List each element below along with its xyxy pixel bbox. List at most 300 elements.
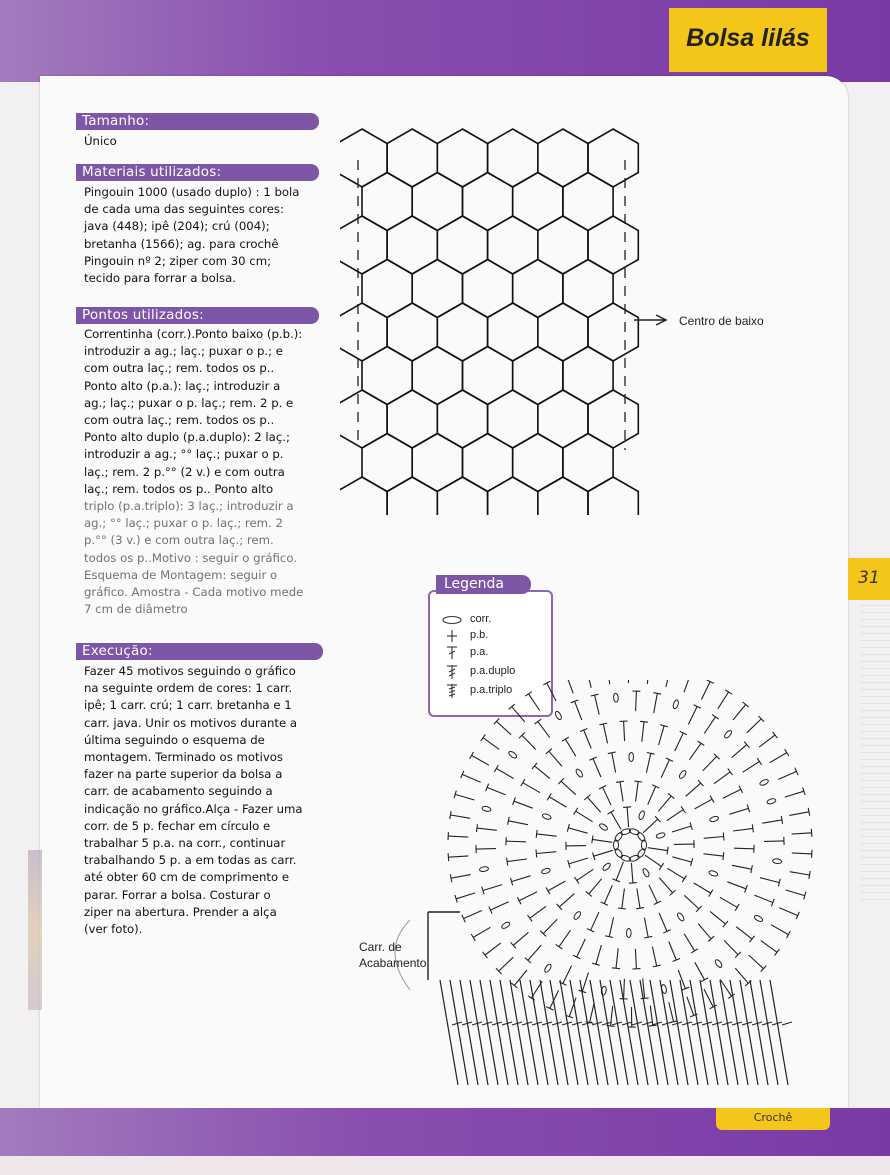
- stitch-top: [546, 887, 550, 894]
- hexagon-motif: [463, 173, 513, 231]
- stitch-mark: [616, 862, 623, 881]
- chain-stitch: [554, 710, 562, 720]
- finishing-stitch: [600, 980, 618, 1085]
- stitch-mark: [637, 889, 640, 909]
- chain-stitch: [614, 831, 624, 842]
- hexagon-motif: [437, 216, 487, 274]
- stitch-mark: [759, 735, 775, 747]
- stitch-mark: [636, 691, 637, 711]
- hexagon-motif: [588, 216, 638, 274]
- stitch-top: [528, 915, 533, 922]
- stitch-top: [750, 936, 755, 942]
- hexagon-motif: [340, 303, 387, 361]
- stitch-mark: [703, 756, 717, 770]
- chain-stitch: [542, 813, 552, 820]
- hexagon-motif: [488, 477, 538, 515]
- stitch-mark: [684, 934, 694, 951]
- title-box: [669, 8, 827, 72]
- stitch-mark: [604, 885, 612, 903]
- finishing-label-line2: Acabamento: [359, 956, 427, 970]
- section-header-pontos: [76, 307, 319, 324]
- stitch-mark: [732, 865, 752, 869]
- hexagon-motif: [437, 390, 487, 448]
- stitch-top: [723, 852, 724, 860]
- stitch-mark: [736, 927, 752, 939]
- stitch-mark: [535, 766, 550, 779]
- stitch-mark: [764, 841, 784, 842]
- stitch-mark: [649, 885, 658, 903]
- finishing-stitch: [700, 980, 718, 1085]
- stitch-mark: [698, 924, 711, 939]
- stitch-mark: [559, 930, 571, 946]
- text-line: Fazer 45 motivos seguindo o gráfico: [84, 664, 296, 678]
- page-number: 31: [858, 568, 880, 588]
- hexagon-motif: [488, 216, 538, 274]
- finishing-stitch: [460, 980, 478, 1085]
- hexagon-motif: [362, 173, 412, 231]
- stitch-top: [546, 1007, 553, 1011]
- stitch-top: [787, 931, 791, 938]
- finishing-stitch: [500, 980, 518, 1085]
- stitch-top: [644, 936, 652, 938]
- text-line: carr. de acabamento seguindo a: [84, 784, 273, 799]
- finishing-stitch: [670, 980, 688, 1085]
- stitch-top: [471, 934, 475, 941]
- hexagon-motif: [538, 216, 588, 274]
- chain-stitch: [598, 823, 608, 832]
- chain-stitch: [626, 928, 631, 937]
- finishing-stitch: [650, 980, 668, 1085]
- text-line: Ponto alto duplo (p.a.duplo): 2 laç.;: [84, 430, 290, 445]
- page-number-tab: [848, 558, 890, 600]
- stitch-mark: [496, 769, 513, 779]
- stitch-mark: [648, 786, 656, 804]
- stitch-mark: [624, 721, 625, 741]
- stitch-mark: [661, 760, 669, 778]
- stitch-top: [735, 904, 739, 911]
- stitch-top: [811, 829, 812, 837]
- text-line: trabalhar 5 p.a. na corr., continuar: [84, 836, 286, 851]
- stitch-mark: [568, 828, 587, 833]
- text-line: com outra laç.; rem. todos os p..: [84, 413, 275, 428]
- chain-stitch: [766, 798, 776, 805]
- stitch-mark: [616, 948, 618, 968]
- stitch-mark: [762, 820, 782, 823]
- stitch-top: [448, 853, 449, 861]
- stitch-mark: [451, 875, 471, 879]
- stitch-mark: [622, 889, 625, 909]
- body-tamanho: [84, 133, 324, 150]
- assembly-hexagon-grid: [340, 120, 640, 515]
- stitch-mark: [695, 962, 705, 980]
- body-materiais: [84, 184, 324, 287]
- stitch-top: [709, 890, 713, 897]
- stitch-mark: [472, 755, 489, 765]
- chain-stitch: [629, 752, 634, 761]
- stitch-mark: [724, 940, 738, 954]
- stitch-top: [775, 949, 780, 956]
- stitch-top: [701, 978, 708, 982]
- finishing-stitch: [640, 980, 658, 1085]
- stitch-mark: [686, 783, 701, 796]
- stitch-mark: [514, 801, 533, 808]
- chain-stitch: [723, 729, 732, 739]
- stitch-top: [773, 732, 778, 738]
- stitch-mark: [747, 719, 761, 733]
- hexagon-motif: [340, 129, 387, 187]
- stitch-mark: [559, 894, 574, 907]
- finishing-stitch: [740, 980, 758, 1085]
- stitch-top: [608, 810, 615, 814]
- stitch-mark: [710, 911, 725, 924]
- stitch-mark: [675, 733, 684, 751]
- heading-materiais: Materiais utilizados:: [82, 164, 222, 180]
- stitch-mark: [512, 707, 525, 722]
- double-crochet-icon: [440, 646, 466, 660]
- stitch-top: [640, 721, 648, 722]
- finishing-stitch: [550, 980, 568, 1085]
- stitch-mark: [536, 852, 556, 854]
- stitch-top: [494, 765, 498, 772]
- text-line: bretanha (1566); ag. para crochê: [84, 236, 279, 251]
- page-title: Bolsa lilás: [686, 24, 810, 52]
- finishing-stitch: [450, 980, 468, 1085]
- chain-stitch: [678, 770, 687, 780]
- stitch-mark: [611, 812, 621, 829]
- stitch-top: [757, 758, 761, 765]
- stitch-top: [629, 883, 637, 884]
- stitch-mark: [704, 854, 724, 856]
- stitch-mark: [669, 1002, 674, 1021]
- stitch-top: [636, 908, 644, 909]
- arrow-icon: [632, 312, 672, 328]
- hexagon-motif: [463, 347, 513, 405]
- stitch-top: [682, 875, 686, 882]
- plus-icon: [440, 629, 466, 643]
- hexagon-motif: [588, 303, 638, 361]
- stitch-mark: [507, 859, 527, 862]
- hexagon-motif: [538, 303, 588, 361]
- text-line: última seguindo o esquema de: [84, 732, 265, 747]
- stitch-top: [535, 719, 542, 724]
- section-header-execucao: [76, 643, 323, 660]
- stitch-mark: [684, 895, 699, 909]
- text-line: java (448); ipê (204); crú (004);: [84, 219, 270, 234]
- stitch-top: [517, 897, 521, 904]
- legend-item-pb: p.b.: [470, 629, 489, 641]
- hexagon-motif: [588, 129, 638, 187]
- chain-stitch: [638, 810, 646, 820]
- chain-stitch: [636, 831, 646, 842]
- stitch-top: [681, 806, 685, 813]
- hexagon-motif: [563, 260, 613, 318]
- stitch-mark: [497, 721, 512, 735]
- stitch-mark: [523, 783, 540, 793]
- hexagon-motif: [513, 173, 563, 231]
- finishing-stitch: [690, 980, 708, 1085]
- stitch-mark: [483, 738, 499, 750]
- stitch-top: [698, 741, 705, 746]
- finishing-stitch: [610, 980, 628, 1085]
- stitch-top: [618, 908, 626, 909]
- stitch-top: [536, 850, 537, 858]
- stitch-mark: [487, 788, 506, 795]
- chain-stitch: [482, 806, 492, 813]
- stitch-top: [562, 737, 569, 741]
- stitch-top: [641, 998, 649, 999]
- finishing-stitch: [580, 980, 598, 1085]
- chain-stitch: [672, 699, 679, 709]
- finishing-stitch: [680, 980, 698, 1085]
- stitch-mark: [785, 791, 804, 797]
- finishing-stitch: [630, 980, 648, 1085]
- hexagon-motif: [488, 390, 538, 448]
- stitch-mark: [473, 927, 490, 937]
- finishing-stitch: [730, 980, 748, 1085]
- body-pontos: [84, 326, 324, 618]
- stitch-mark: [733, 705, 746, 721]
- hexagon-motif: [362, 434, 412, 492]
- hexagon-motif: [488, 303, 538, 361]
- stitch-top: [477, 824, 478, 832]
- text-line: carr. java. Unir os motivos durante a: [84, 715, 298, 730]
- legend-header: [436, 575, 531, 594]
- stitch-top: [808, 808, 810, 816]
- stitch-mark: [576, 811, 593, 822]
- hexagon-motif: [538, 129, 588, 187]
- text-line: de cada uma das seguintes cores:: [84, 202, 284, 217]
- stitch-mark: [695, 799, 713, 809]
- text-line: todos os p..Motivo : seguir o gráfico.: [84, 550, 297, 565]
- stitch-mark: [476, 849, 496, 850]
- stitch-top: [809, 871, 810, 879]
- finishing-stitch: [770, 980, 788, 1085]
- finishing-stitch: [440, 980, 458, 1085]
- stitch-top: [525, 692, 532, 697]
- stitch-mark: [499, 957, 513, 971]
- stitch-mark: [512, 876, 531, 882]
- stitch-mark: [669, 942, 677, 961]
- stitch-mark: [667, 868, 684, 879]
- stitch-mark: [455, 794, 474, 800]
- stitch-mark: [565, 739, 575, 756]
- hexagon-motif: [538, 390, 588, 448]
- motif-crochet-chart: [380, 680, 840, 1100]
- stitch-top: [521, 779, 525, 786]
- stitch-top: [728, 994, 735, 999]
- stitch-mark: [549, 797, 566, 807]
- stitch-mark: [789, 812, 809, 816]
- hexagon-motif: [340, 216, 387, 274]
- text-line: Pingouin nº 2; ziper com 30 cm;: [84, 253, 272, 268]
- text-line: Ponto alto (p.a.): laç.; introduzir a: [84, 378, 281, 393]
- stitch-mark: [642, 722, 644, 742]
- body-execucao: [84, 663, 324, 938]
- treble-crochet-icon: [440, 665, 466, 679]
- stitch-top: [694, 705, 701, 709]
- stitch-mark: [754, 895, 773, 902]
- hexagon-motif: [362, 260, 412, 318]
- stitch-mark: [631, 863, 633, 883]
- text-line: ipê; 1 carr. crú; 1 carr. bretanha e 1: [84, 698, 292, 713]
- stitch-mark: [645, 855, 662, 866]
- stitch-mark: [627, 807, 629, 827]
- stitch-mark: [595, 695, 600, 715]
- stitch-top: [782, 1022, 792, 1025]
- heading-execucao: Execução:: [82, 643, 153, 659]
- chain-stitch: [613, 693, 618, 702]
- finishing-stitch: [710, 980, 728, 1085]
- stitch-mark: [577, 939, 586, 957]
- stitch-mark: [594, 850, 613, 856]
- stitch-mark: [513, 932, 528, 945]
- stitch-top: [752, 824, 753, 832]
- stitch-mark: [538, 722, 550, 738]
- stitch-mark: [659, 726, 665, 745]
- hexagon-motif: [463, 434, 513, 492]
- stitch-top: [450, 811, 451, 819]
- legend-item-corr: corr.: [470, 613, 492, 625]
- stitch-mark: [529, 694, 540, 711]
- stitch-mark: [727, 882, 746, 889]
- hexagon-motif: [488, 129, 538, 187]
- hexagon-motif: [412, 260, 462, 318]
- stitch-mark: [644, 918, 648, 938]
- finishing-stitch: [570, 980, 588, 1085]
- hexagon-motif: [588, 390, 638, 448]
- stitch-mark: [575, 701, 582, 720]
- stitch-top: [574, 808, 578, 815]
- text-line: Correntinha (corr.).Ponto baixo (p.b.):: [84, 327, 303, 341]
- chain-stitch: [508, 750, 518, 759]
- text-line: montagem. Terminado os motivos: [84, 750, 284, 765]
- hexagon-motif: [340, 477, 387, 515]
- stitch-top: [616, 781, 624, 782]
- stitch-mark: [659, 913, 667, 931]
- text-line: tecido para forrar a bolsa.: [84, 271, 237, 286]
- stitch-mark: [596, 945, 602, 964]
- stitch-top: [634, 781, 642, 782]
- stitch-mark: [760, 878, 779, 883]
- stitch-mark: [464, 911, 482, 919]
- hexagon-motif: [412, 434, 462, 492]
- stitch-mark: [770, 753, 787, 763]
- chain-stitch: [575, 768, 584, 778]
- side-lines: [860, 605, 890, 905]
- stitch-mark: [672, 826, 691, 832]
- text-line: trabalhando 5 p. a em todas as carr.: [84, 853, 297, 868]
- section-header-materiais: [76, 164, 319, 181]
- stitch-mark: [607, 680, 610, 684]
- chain-stitch: [772, 858, 781, 864]
- footer-box: [716, 1108, 830, 1130]
- text-line: ziper na abertura. Prender a alça: [84, 904, 277, 919]
- stitch-mark: [734, 848, 754, 849]
- chain-stitch: [636, 848, 646, 859]
- stitch-top: [556, 944, 563, 949]
- stitch-top: [667, 847, 668, 855]
- legend-title: Legenda: [444, 576, 505, 592]
- hexagon-motif: [387, 477, 437, 515]
- stitch-top: [710, 796, 714, 803]
- text-line: até obter 60 cm de comprimento e: [84, 870, 290, 885]
- stitch-mark: [658, 796, 671, 811]
- stitch-mark: [735, 968, 748, 983]
- stitch-mark: [609, 917, 613, 937]
- hexagon-motif: [563, 434, 613, 492]
- hexagon-motif: [340, 390, 387, 448]
- stitch-mark: [593, 759, 601, 777]
- text-line: triplo (p.a.triplo): 3 laç.; introduzir a: [84, 499, 294, 514]
- stitch-mark: [549, 751, 562, 766]
- stitch-top: [507, 858, 508, 866]
- chain-stitch: [714, 959, 723, 969]
- stitch-mark: [477, 828, 497, 830]
- stitch-mark: [543, 919, 557, 933]
- finishing-stitch: [530, 980, 548, 1085]
- stitch-top: [481, 734, 486, 741]
- chain-stitch: [479, 866, 489, 872]
- stitch-mark: [519, 892, 537, 901]
- hexagon-motif: [588, 477, 638, 515]
- stitch-mark: [688, 706, 697, 724]
- finishing-stitch: [490, 980, 508, 1085]
- stitch-mark: [508, 821, 528, 825]
- text-line: (ver foto).: [84, 922, 143, 937]
- finishing-stitch: [520, 980, 538, 1085]
- stitch-mark: [603, 724, 607, 744]
- text-line: p.°° (3 v.) e com outra laç.; rem.: [84, 533, 274, 548]
- stitch-mark: [718, 692, 729, 709]
- stitch-mark: [589, 879, 602, 894]
- stitch-mark: [548, 881, 566, 891]
- stitch-mark: [761, 941, 777, 953]
- stitch-mark: [694, 883, 711, 893]
- chain-stitch: [759, 778, 769, 786]
- chain-stitch: [642, 868, 650, 878]
- stitch-top: [470, 752, 474, 759]
- stitch-mark: [701, 682, 710, 700]
- finishing-stitch: [540, 980, 558, 1085]
- hexagon-motif: [563, 347, 613, 405]
- stitch-top: [612, 968, 620, 969]
- chain-stitch: [543, 963, 552, 973]
- chain-stitch: [541, 867, 551, 874]
- chain-stitch: [602, 862, 612, 871]
- stitch-mark: [577, 869, 594, 880]
- text-line: introduzir a ag.; laç.; puxar o p.; e: [84, 344, 283, 359]
- stitch-mark: [456, 893, 475, 899]
- spine-photo: [28, 850, 42, 1010]
- text-line: Esquema de Montagem: seguir o: [84, 567, 278, 582]
- chain-stitch: [573, 911, 582, 921]
- hexagon-motif: [513, 434, 563, 492]
- finishing-label: [359, 939, 426, 971]
- hexagon-motif: [437, 303, 487, 361]
- stitch-mark: [704, 717, 715, 734]
- hexagon-motif: [513, 347, 563, 405]
- bottom-strip: [0, 1156, 890, 1175]
- section-header-tamanho: [76, 113, 319, 130]
- stitch-mark: [485, 943, 501, 955]
- stitch-mark: [587, 797, 600, 812]
- finishing-stitch: [590, 980, 608, 1085]
- stitch-mark: [672, 857, 691, 862]
- stitch-mark: [733, 828, 753, 831]
- stitch-top: [653, 693, 661, 694]
- finishing-label-line1: Carr. de: [359, 940, 402, 954]
- hexagon-motif: [387, 390, 437, 448]
